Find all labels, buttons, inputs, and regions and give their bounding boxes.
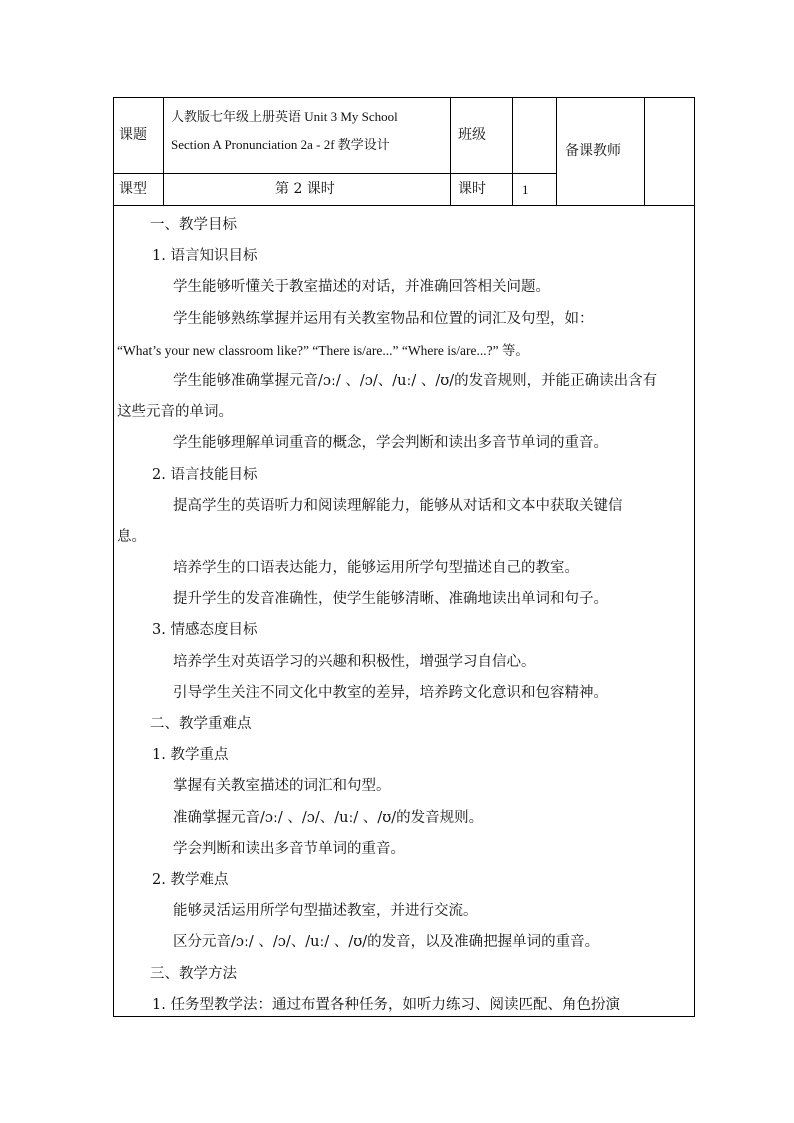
- subsection-heading: 2. 语言技能目标: [152, 466, 258, 483]
- column-divider: [450, 97, 451, 205]
- period-label: 课时: [458, 181, 486, 197]
- column-divider: [556, 97, 557, 205]
- paragraph-line: 能够灵活运用所学句型描述教室，并进行交流。: [173, 903, 478, 920]
- paragraph-line: “What’s your new classroom like?” “There is/are...” “Where is/are...?” 等。: [117, 342, 529, 358]
- paragraph-line: 学生能够准确掌握元音/ɔː/ 、/ɔ/、/uː/ 、/ʊ/的发音规则，并能正确读出含有: [173, 372, 658, 389]
- period-value: 1: [522, 182, 529, 197]
- class-label: 班级: [458, 127, 486, 143]
- subsection-heading: 1. 教学重点: [152, 747, 229, 764]
- subsection-heading: 1. 语言知识目标: [152, 248, 258, 265]
- topic-line-2: Section A Pronunciation 2a - 2f 教学设计: [171, 137, 390, 152]
- teacher-label: 备课教师: [565, 143, 621, 159]
- row-divider: [113, 205, 695, 206]
- column-divider: [163, 97, 164, 205]
- paragraph-line: 培养学生对英语学习的兴趣和积极性，增强学习自信心。: [173, 653, 536, 670]
- section-heading: 一、教学目标: [150, 217, 237, 233]
- paragraph-line: 息。: [117, 528, 146, 545]
- paragraph-line: 学会判断和读出多音节单词的重音。: [173, 840, 405, 857]
- paragraph-line: 区分元音/ɔː/ 、/ɔ/、/uː/ 、/ʊ/的发音，以及准确把握单词的重音。: [173, 934, 600, 951]
- paragraph-line: 培养学生的口语表达能力，能够运用所学句型描述自己的教室。: [173, 560, 579, 577]
- type-value: 第 2 课时: [275, 181, 335, 197]
- content-body: [115, 210, 692, 1021]
- topic-label: 课题: [119, 127, 147, 143]
- subsection-heading: 2. 教学难点: [152, 871, 229, 888]
- paragraph-line: 学生能够熟练掌握并运用有关教室物品和位置的词汇及句型，如：: [173, 310, 594, 327]
- section-heading: 二、教学重难点: [150, 716, 252, 732]
- type-label: 课型: [119, 181, 147, 197]
- paragraph-line: 1. 任务型教学法：通过布置各种任务，如听力练习、阅读匹配、角色扮演: [152, 996, 620, 1013]
- column-divider: [512, 97, 513, 205]
- column-divider: [644, 97, 645, 205]
- paragraph-line: 引导学生关注不同文化中教室的差异，培养跨文化意识和包容精神。: [173, 684, 608, 701]
- paragraph-line: 学生能够听懂关于教室描述的对话，并准确回答相关问题。: [173, 279, 550, 296]
- paragraph-line: 提升学生的发音准确性，使学生能够清晰、准确地读出单词和句子。: [173, 591, 608, 608]
- section-heading: 三、教学方法: [150, 965, 237, 982]
- subsection-heading: 3. 情感态度目标: [152, 622, 258, 639]
- paragraph-line: 学生能够理解单词重音的概念，学会判断和读出多音节单词的重音。: [173, 435, 608, 452]
- paragraph-line: 这些元音的单词。: [117, 404, 233, 421]
- paragraph-line: 提高学生的英语听力和阅读理解能力，能够从对话和文本中获取关键信: [173, 497, 623, 514]
- topic-line-1: 人教版七年级上册英语 Unit 3 My School: [171, 109, 398, 124]
- row-divider: [113, 173, 556, 174]
- paragraph-line: 准确掌握元音/ɔː/ 、/ɔ/、/uː/ 、/ʊ/的发音规则。: [173, 809, 484, 826]
- paragraph-line: 掌握有关教室描述的词汇和句型。: [173, 778, 391, 795]
